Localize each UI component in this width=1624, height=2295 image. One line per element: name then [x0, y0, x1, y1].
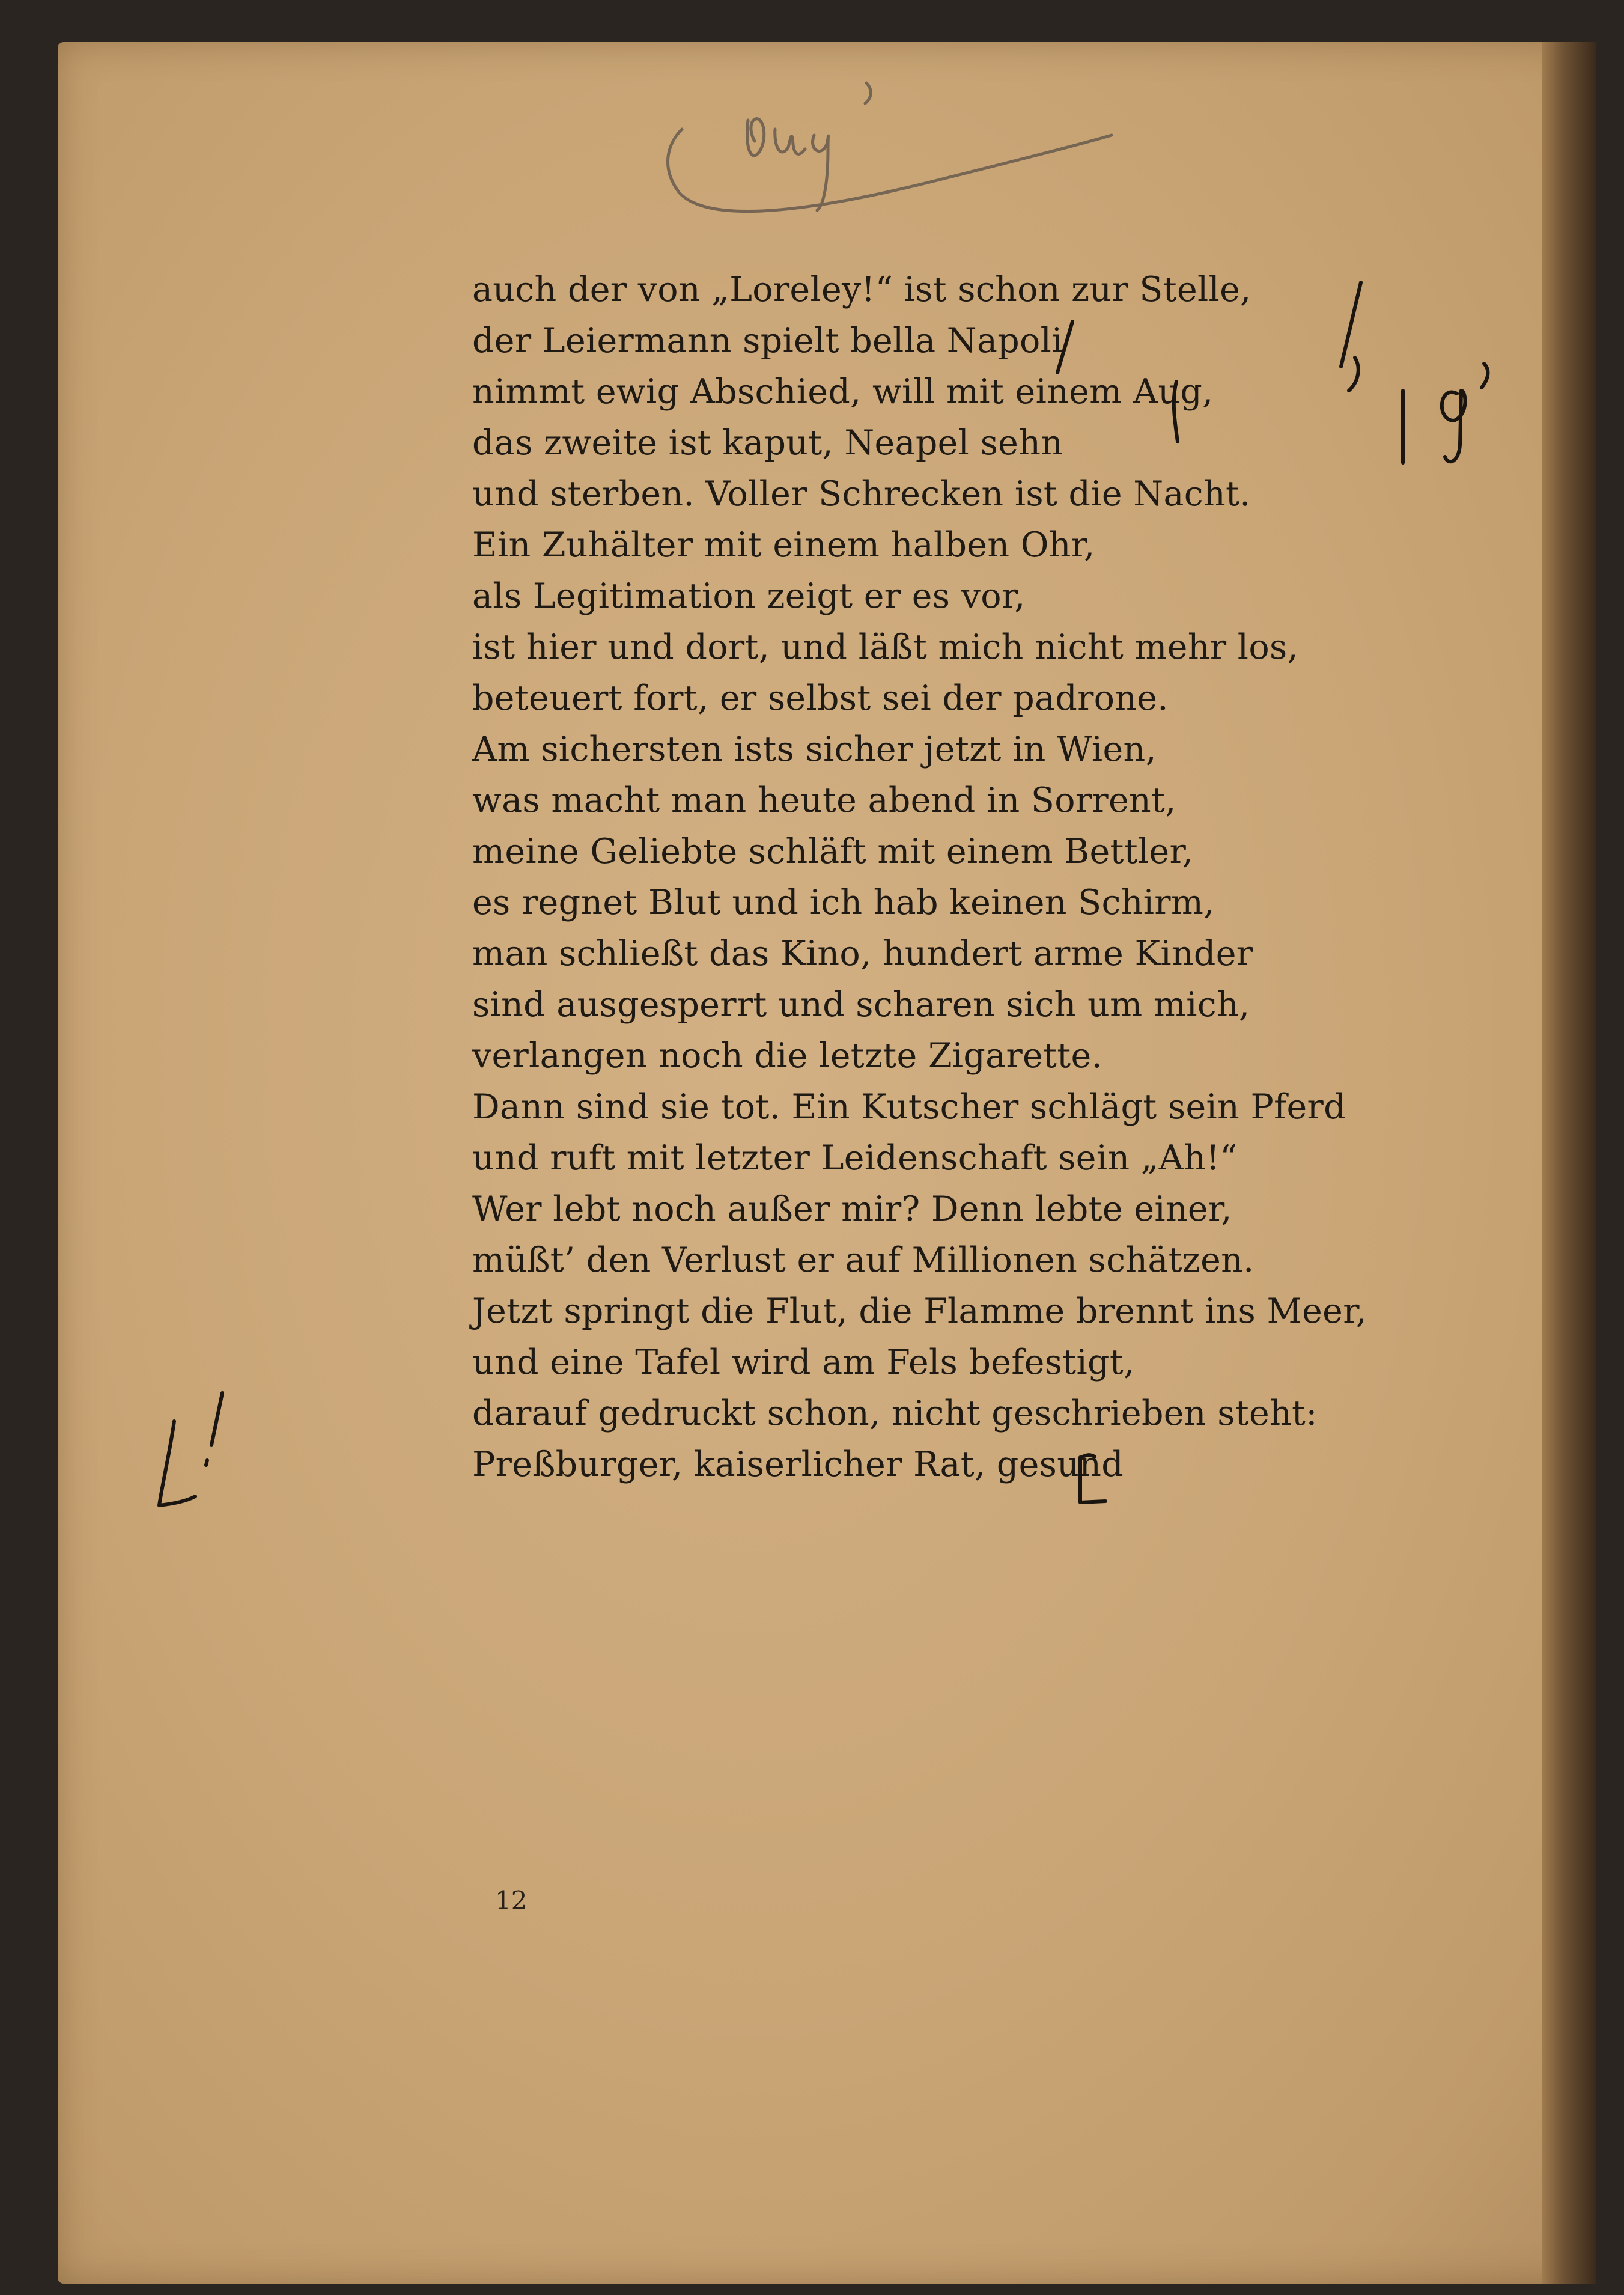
- poem-line: es regnet Blut und ich hab keinen Schirm,: [472, 883, 1215, 922]
- poem-line: verlangen noch die letzte Zigarette.: [472, 1036, 1102, 1076]
- page-number: 12: [495, 1886, 528, 1915]
- poem-line: der Leiermann spielt bella Napoli: [472, 321, 1063, 361]
- poem-line: ist hier und dort, und läßt mich nicht mehr los,: [472, 627, 1298, 667]
- poem-text: [472, 264, 1397, 1490]
- book-spine: [1542, 42, 1596, 2284]
- poem-line: Ein Zuhälter mit einem halben Ohr,: [472, 525, 1095, 565]
- poem-line: Dann sind sie tot. Ein Kutscher schlägt sein Pferd: [472, 1087, 1346, 1127]
- poem-line: und sterben. Voller Schrecken ist die Nacht.: [472, 474, 1251, 514]
- poem-line: Am sichersten ists sicher jetzt in Wien,: [472, 730, 1157, 769]
- poem-line: und ruft mit letzter Leidenschaft sein „Ah!“: [472, 1138, 1238, 1178]
- poem-line: und eine Tafel wird am Fels befestigt,: [472, 1343, 1135, 1382]
- poem-line: auch der von „Loreley!“ ist schon zur Stelle,: [472, 270, 1251, 309]
- poem-line: müßt’ den Verlust er auf Millionen schätzen.: [472, 1240, 1254, 1280]
- poem-line: sind ausgesperrt und scharen sich um mich,: [472, 985, 1250, 1025]
- poem-line: beteuert fort, er selbst sei der padrone.: [472, 678, 1169, 718]
- poem-line: darauf gedruckt schon, nicht geschrieben steht:: [472, 1394, 1318, 1433]
- poem-line: Wer lebt noch außer mir? Denn lebte einer,: [472, 1189, 1232, 1229]
- poem-line: das zweite ist kaput, Neapel sehn: [472, 423, 1063, 463]
- poem-line: als Legitimation zeigt er es vor,: [472, 576, 1026, 616]
- poem-line: meine Geliebte schläft mit einem Bettler,: [472, 832, 1194, 871]
- poem-line: was macht man heute abend in Sorrent,: [472, 781, 1176, 820]
- poem-line: nimmt ewig Abschied, will mit einem Aug,: [472, 372, 1214, 412]
- poem-line: man schließt das Kino, hundert arme Kinder: [472, 934, 1253, 974]
- poem-line: Jetzt springt die Flut, die Flamme brennt ins Meer,: [472, 1291, 1367, 1331]
- poem-line: Preßburger, kaiserlicher Rat, gesund: [472, 1445, 1124, 1484]
